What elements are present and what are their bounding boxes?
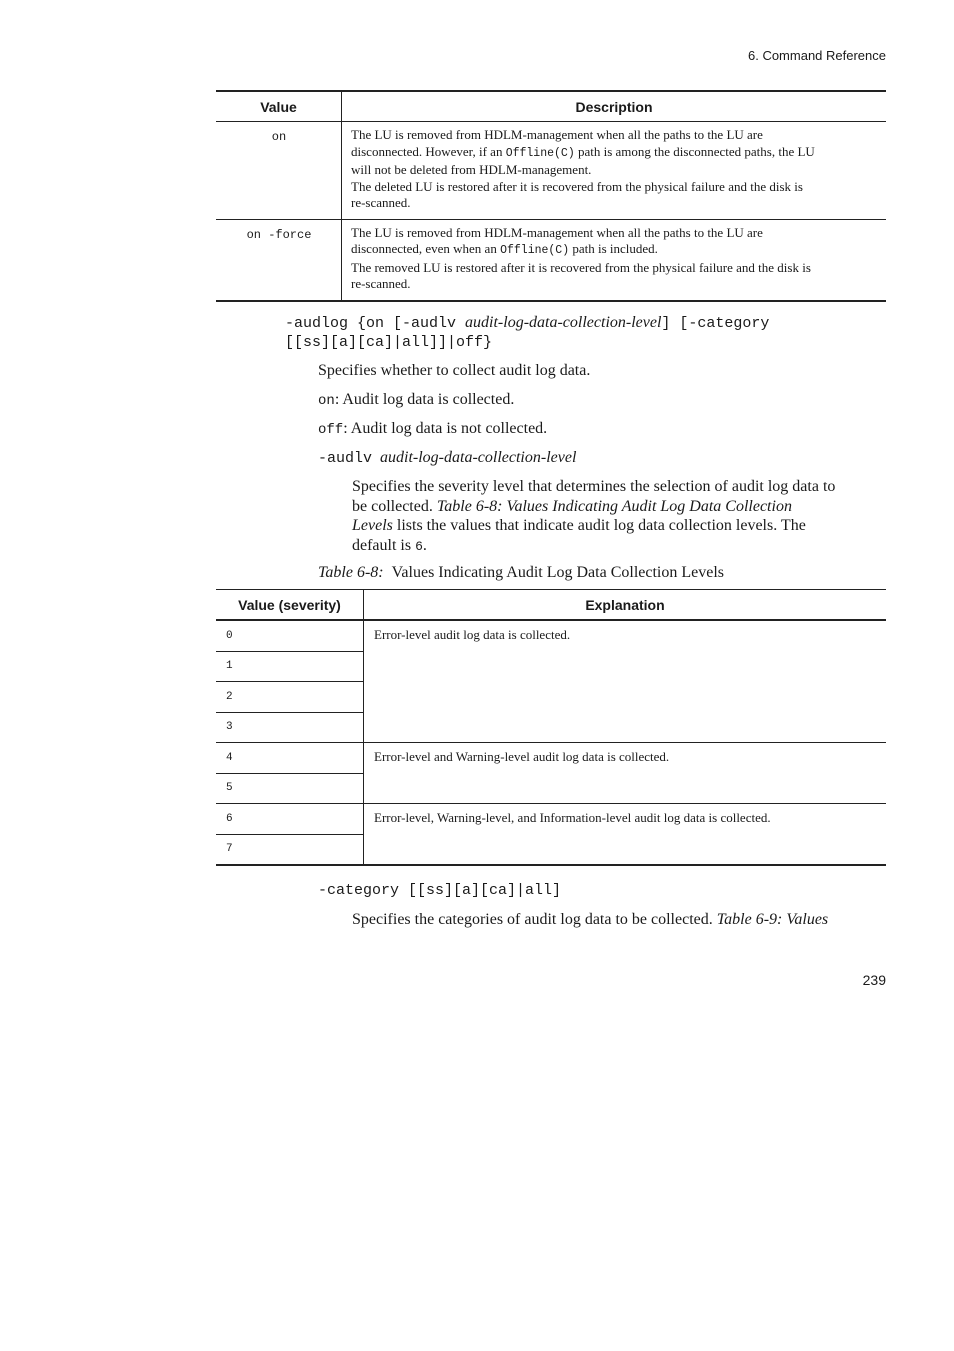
- audlv-syntax: -audlv audit-log-data-collection-level: [318, 449, 577, 467]
- audit-level-table: [216, 589, 886, 866]
- value-description-table: [216, 90, 886, 302]
- severity-value: 2: [216, 682, 364, 713]
- category-syntax: -category [[ss][a][ca]|all]: [318, 882, 562, 899]
- audlog-description: Specifies whether to collect audit log data.: [318, 362, 591, 379]
- explanation-cell: Error-level, Warning-level, and Information-level audit log data is collected.: [364, 804, 887, 866]
- category-description: Specifies the categories of audit log data to be collected. Table 6-9: Values: [352, 911, 829, 928]
- description-cell: [342, 122, 887, 220]
- audlog-syntax-line1: -audlog {on [-audlv audit-log-data-collection-level] [-category: [285, 314, 770, 332]
- page-number: 239: [862, 972, 886, 988]
- description-line: [351, 260, 878, 277]
- description-text: disconnected. However, if an: [351, 143, 506, 159]
- severity-value: 0: [216, 620, 364, 651]
- inline-code: Offline(C): [500, 244, 570, 257]
- table-row: [216, 219, 886, 301]
- running-header: 6. Command Reference: [747, 48, 886, 63]
- description-line: [351, 162, 878, 179]
- value-cell: on: [216, 122, 342, 220]
- table-caption: Table 6-8: Values Indicating Audit Log Data Collection Levels: [318, 564, 725, 581]
- description-line: [351, 225, 878, 242]
- severity-value: 5: [216, 773, 364, 804]
- inline-code: Offline(C): [505, 146, 575, 160]
- description-line: [351, 127, 878, 144]
- severity-value: 6: [216, 804, 364, 835]
- table-row: [216, 620, 886, 651]
- description-text: disconnected, even when an: [351, 241, 501, 256]
- value-cell: on -force: [216, 219, 342, 301]
- audlog-syntax-line2: [[ss][a][ca]|all]]|off}: [285, 334, 493, 351]
- table-row: [216, 804, 886, 835]
- column-header-value-severity: Value (severity): [216, 590, 364, 621]
- description-text: will not be deleted from HDLM-management.: [351, 162, 592, 177]
- description-line: [351, 276, 878, 293]
- description-text: The deleted LU is restored after it is recovered from the physical failure and the disk is: [351, 178, 803, 194]
- audlog-on-item: on: Audit log data is collected.: [318, 391, 515, 409]
- description-cell: [342, 219, 887, 301]
- description-text: path is included.: [569, 241, 658, 256]
- table-row: [216, 743, 886, 774]
- table-row: [216, 122, 886, 220]
- description-text: path is among the disconnected paths, the LU: [574, 143, 815, 159]
- column-header-explanation: Explanation: [364, 590, 887, 621]
- explanation-cell: Error-level audit log data is collected.: [374, 627, 571, 642]
- severity-value: 4: [216, 743, 364, 774]
- explanation-cell: Error-level and Warning-level audit log data is collected.: [364, 743, 887, 804]
- column-header-value: Value: [216, 91, 342, 122]
- description-text: The LU is removed from HDLM-management when all the paths to the LU are: [351, 224, 763, 240]
- description-text: re-scanned.: [351, 195, 411, 210]
- description-line: [351, 179, 878, 196]
- column-header-description: Description: [342, 91, 887, 122]
- severity-value: 3: [216, 712, 364, 743]
- audlog-off-item: off: Audit log data is not collected.: [318, 420, 548, 438]
- description-text: re-scanned.: [351, 276, 411, 291]
- description-line: [351, 195, 878, 212]
- description-text: The removed LU is restored after it is recovered from the physical failure and the disk is: [351, 259, 811, 275]
- description-line: [351, 241, 878, 260]
- description-text: The LU is removed from HDLM-management when all the paths to the LU are: [351, 127, 763, 142]
- description-line: [351, 144, 878, 163]
- audlv-description: Specifies the severity level that determines the selection of audit log data to be collected. Table 6-8: Values Indicating Audit Log Data Collection Levels lists the values that indicate audit log data collection levels. The default is 6.: [352, 478, 836, 554]
- severity-value: 1: [216, 651, 364, 682]
- severity-value: 7: [216, 834, 364, 865]
